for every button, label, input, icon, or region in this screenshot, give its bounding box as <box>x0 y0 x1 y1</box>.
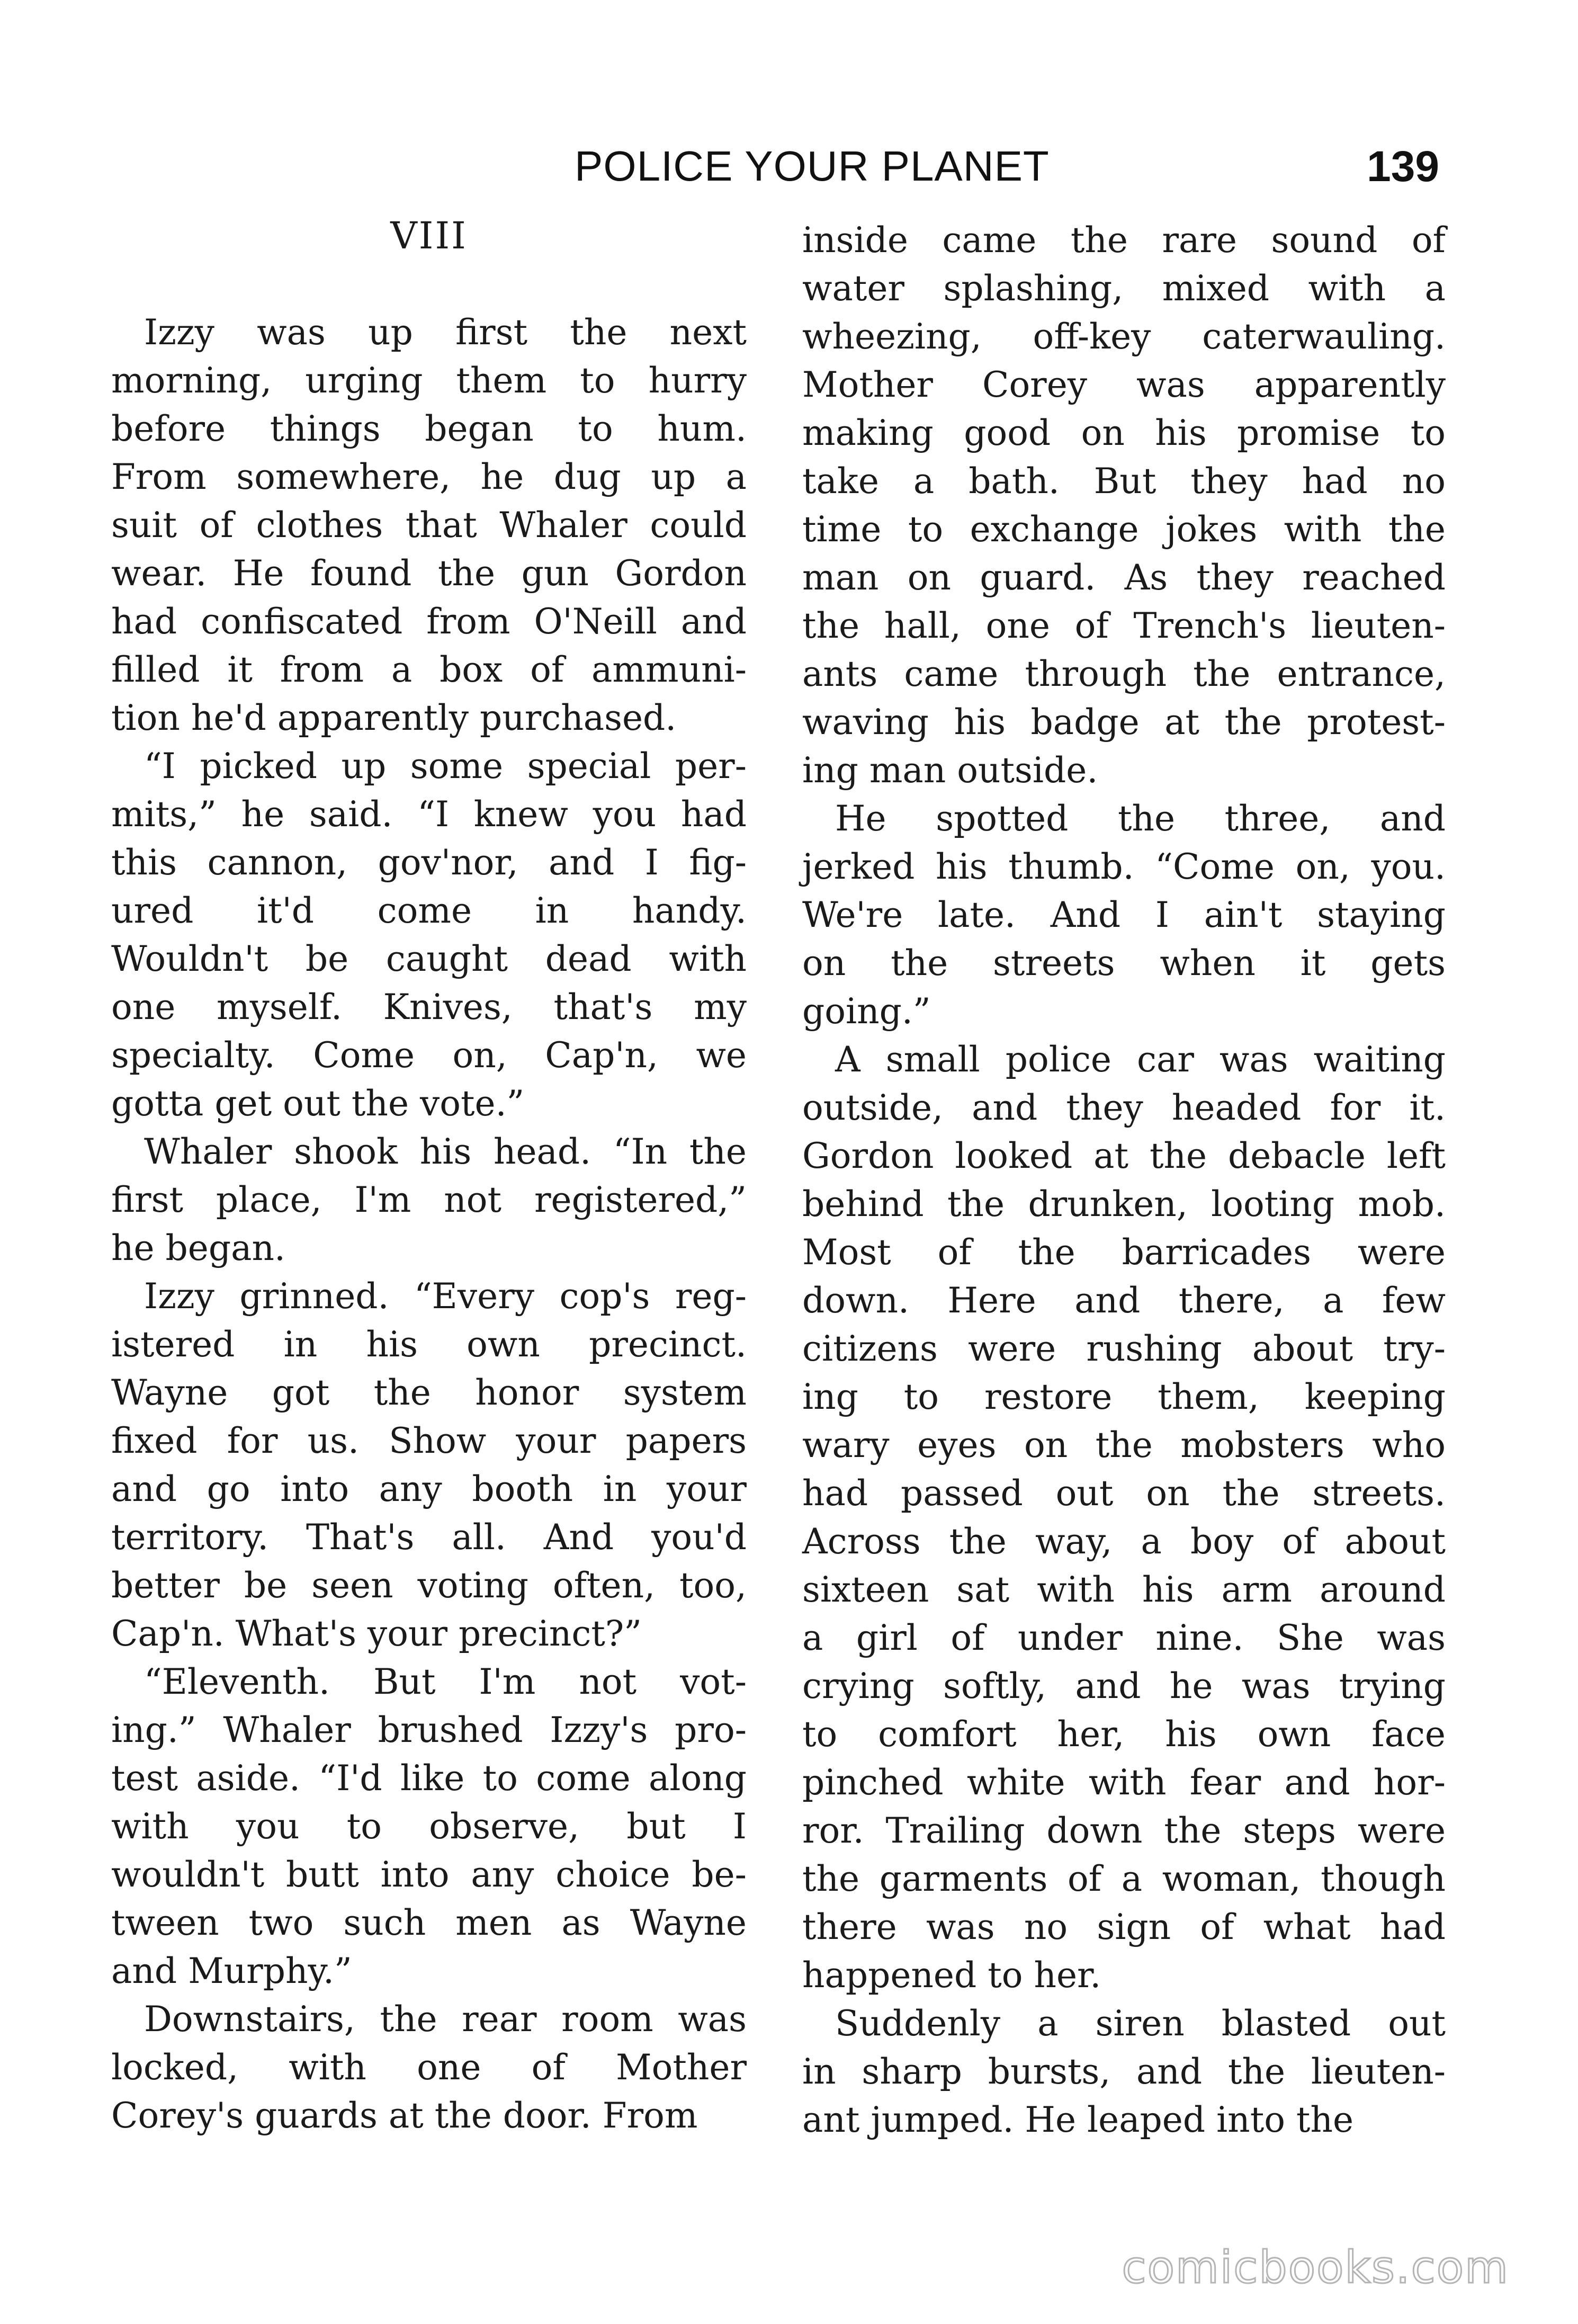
text-line: Izzy was up first the next <box>144 312 747 353</box>
text-line: mits,” he said. “I knew you had <box>111 794 747 835</box>
right-column <box>802 216 1446 2144</box>
paragraph <box>111 1272 747 1658</box>
text-line: We're late. And I ain't staying <box>802 895 1446 935</box>
text-line: specialty. Come on, Cap'n, we <box>111 1035 747 1076</box>
text-line: Wouldn't be caught dead with <box>111 938 747 979</box>
text-line: Cap'n. What's your precinct?” <box>111 1613 642 1654</box>
text-line: Mother Corey was apparently <box>802 364 1446 405</box>
text-line: and Murphy.” <box>111 1951 352 1991</box>
text-line: suit of clothes that Whaler could <box>111 505 747 546</box>
text-line: Wayne got the honor system <box>111 1372 747 1413</box>
text-line: had confiscated from O'Neill and <box>111 601 747 642</box>
paragraph <box>802 1999 1446 2144</box>
text-line: take a bath. But they had no <box>802 461 1446 502</box>
paragraph <box>802 216 1446 794</box>
text-line: fixed for us. Show your papers <box>111 1420 747 1461</box>
page-header <box>0 142 1578 200</box>
text-line: istered in his own precinct. <box>111 1324 747 1365</box>
paragraph <box>111 1995 747 2140</box>
text-line: to comfort her, his own face <box>802 1714 1446 1755</box>
text-line: Suddenly a siren blasted out <box>835 2003 1446 2044</box>
text-line: better be seen voting often, too, <box>111 1565 747 1606</box>
text-line: there was no sign of what had <box>802 1907 1446 1947</box>
text-line: crying softly, and he was trying <box>802 1666 1446 1706</box>
text-line: From somewhere, he dug up a <box>111 457 747 497</box>
text-line: and go into any booth in your <box>111 1469 747 1509</box>
text-line: Downstairs, the rear room was <box>144 1999 747 2040</box>
text-line: He spotted the three, and <box>835 798 1446 839</box>
text-line: wouldn't butt into any choice be- <box>111 1854 747 1895</box>
text-line: a girl of under nine. She was <box>802 1617 1446 1658</box>
text-line: ror. Trailing down the steps were <box>802 1810 1446 1851</box>
text-line: down. Here and there, a few <box>802 1280 1446 1321</box>
text-line: ant jumped. He leaped into the <box>802 2099 1354 2140</box>
text-line: sixteen sat with his arm around <box>802 1569 1446 1610</box>
text-line: wheezing, off-key caterwauling. <box>802 316 1446 357</box>
running-title: POLICE YOUR PLANET <box>575 142 1050 190</box>
text-line: waving his badge at the protest- <box>802 702 1446 743</box>
text-line: behind the drunken, looting mob. <box>802 1184 1446 1224</box>
paragraph <box>111 308 747 742</box>
text-line: outside, and they headed for it. <box>802 1087 1446 1128</box>
text-line: ured it'd come in handy. <box>111 890 747 931</box>
text-line: in sharp bursts, and the lieuten- <box>802 2051 1446 2092</box>
text-line: A small police car was waiting <box>835 1039 1446 1080</box>
text-line: man on guard. As they reached <box>802 557 1446 598</box>
text-line: ing.” Whaler brushed Izzy's pro- <box>111 1710 747 1750</box>
text-line: Whaler shook his head. “In the <box>144 1131 747 1172</box>
paragraph <box>802 1035 1446 1999</box>
text-line: morning, urging them to hurry <box>111 360 747 401</box>
text-line: this cannon, gov'nor, and I fig- <box>111 842 747 883</box>
text-line: going.” <box>802 991 931 1032</box>
text-line: the garments of a woman, though <box>802 1858 1446 1899</box>
text-line: time to exchange jokes with the <box>802 509 1446 550</box>
text-line: tween two such men as Wayne <box>111 1902 747 1943</box>
text-line: gotta get out the vote.” <box>111 1083 525 1124</box>
text-line: Izzy grinned. “Every cop's reg- <box>144 1276 747 1317</box>
text-line: inside came the rare sound of <box>802 220 1446 261</box>
text-line: happened to her. <box>802 1955 1101 1996</box>
text-line: citizens were rushing about try- <box>802 1328 1446 1369</box>
text-line: the hall, one of Trench's lieuten- <box>802 605 1446 646</box>
text-line: locked, with one of Mother <box>111 2047 747 2088</box>
text-line: wary eyes on the mobsters who <box>802 1425 1446 1465</box>
text-line: Corey's guards at the door. From <box>111 2095 698 2136</box>
text-line: Most of the barricades were <box>802 1232 1446 1273</box>
text-line: territory. That's all. And you'd <box>111 1517 747 1558</box>
paragraph <box>111 742 747 1128</box>
text-line: before things began to hum. <box>111 408 747 449</box>
paragraph <box>111 1128 747 1272</box>
paragraph <box>802 794 1446 1035</box>
text-line: filled it from a box of ammuni- <box>111 649 747 690</box>
text-line: had passed out on the streets. <box>802 1473 1446 1514</box>
text-line: first place, I'm not registered,” <box>111 1179 747 1220</box>
text-line: one myself. Knives, that's my <box>111 987 747 1027</box>
text-line: water splashing, mixed with a <box>802 268 1446 309</box>
text-line: tion he'd apparently purchased. <box>111 698 677 738</box>
text-line: jerked his thumb. “Come on, you. <box>802 846 1446 887</box>
text-line: with you to observe, but I <box>111 1806 747 1847</box>
text-line: he began. <box>111 1228 285 1268</box>
text-line: Gordon looked at the debacle left <box>802 1136 1446 1176</box>
text-line: making good on his promise to <box>802 413 1446 453</box>
text-line: ing man outside. <box>802 750 1098 791</box>
watermark-logo: comicbooks.com <box>1122 2241 1509 2293</box>
text-line: ing to restore them, keeping <box>802 1376 1446 1417</box>
left-column-text <box>111 308 747 2140</box>
right-column-text <box>802 216 1446 2144</box>
text-line: “Eleventh. But I'm not vot- <box>144 1661 747 1702</box>
page-number: 139 <box>1367 142 1439 191</box>
text-line: pinched white with fear and hor- <box>802 1762 1446 1803</box>
text-line: test aside. “I'd like to come along <box>111 1758 747 1799</box>
text-line: “I picked up some special per- <box>144 746 747 786</box>
text-line: ants came through the entrance, <box>802 654 1446 694</box>
left-column <box>111 212 747 2140</box>
chapter-heading: VIII <box>390 214 468 257</box>
text-line: Across the way, a boy of about <box>802 1521 1446 1562</box>
text-line: wear. He found the gun Gordon <box>111 553 747 594</box>
text-line: on the streets when it gets <box>802 943 1446 984</box>
paragraph <box>111 1658 747 1995</box>
